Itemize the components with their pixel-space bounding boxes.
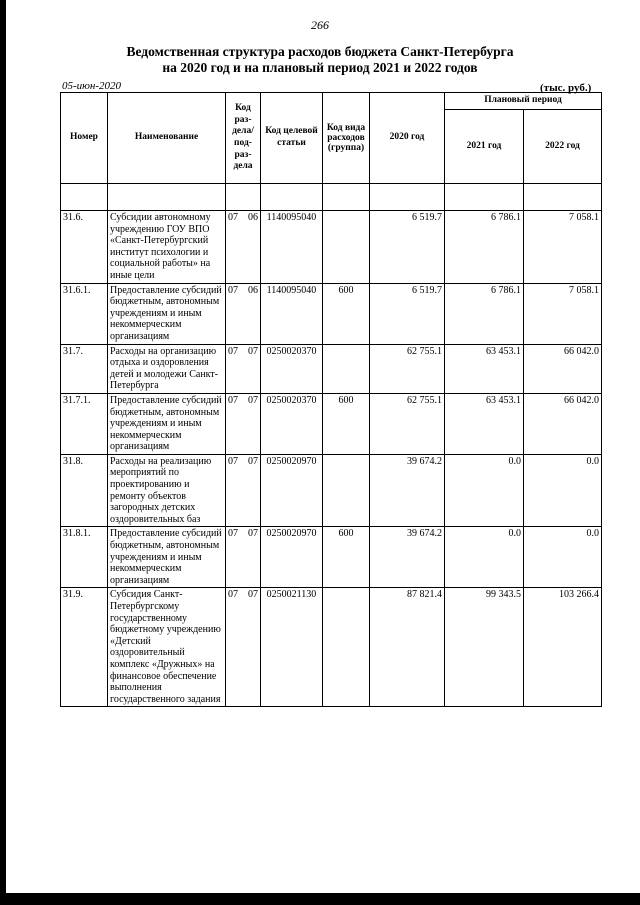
row-target-code: 1140095040 xyxy=(261,211,323,284)
row-amount-2022: 66 042.0 xyxy=(524,393,602,454)
table-row xyxy=(61,454,602,527)
scan-left-edge xyxy=(0,0,6,905)
header-year-2021: 2021 год xyxy=(445,110,524,184)
row-name: Предоставление субсидий бюджетным, автономным учреждениям и иным некоммерческим организациям xyxy=(108,393,226,454)
row-amount-2020: 39 674.2 xyxy=(370,454,445,527)
scan-bottom-band xyxy=(0,893,640,905)
row-amount-2022: 7 058.1 xyxy=(524,283,602,344)
row-amount-2020: 87 821.4 xyxy=(370,588,445,707)
row-number: 31.9. xyxy=(61,588,108,707)
row-section: 07 xyxy=(228,528,238,540)
row-target-code: 0250020970 xyxy=(261,527,323,588)
table-row xyxy=(61,211,602,284)
row-name: Субсидия Санкт-Петербургскому государственному бюджетному учреждению «Детский оздоровительный комплекс «Дружных» на финансовое обеспечение выполнения государственного задания xyxy=(108,588,226,707)
row-amount-2022: 66 042.0 xyxy=(524,344,602,393)
row-subsection: 06 xyxy=(248,212,258,223)
row-expense-type xyxy=(323,588,370,707)
table-row xyxy=(61,283,602,344)
row-target-code: 0250020970 xyxy=(261,454,323,527)
table-row xyxy=(61,393,602,454)
row-section: 07 xyxy=(228,589,238,601)
row-amount-2021: 63 453.1 xyxy=(445,393,524,454)
row-expense-type xyxy=(323,211,370,284)
budget-rows xyxy=(61,211,602,707)
row-target-code: 0250021130 xyxy=(261,588,323,707)
row-number: 31.7. xyxy=(61,344,108,393)
table-row xyxy=(61,344,602,393)
budget-table xyxy=(60,92,602,707)
row-amount-2021: 63 453.1 xyxy=(445,344,524,393)
row-amount-2021: 0.0 xyxy=(445,454,524,527)
row-subsection: 07 xyxy=(248,394,258,406)
page-number: 266 xyxy=(311,18,329,32)
row-amount-2021: 6 786.1 xyxy=(445,211,524,284)
row-amount-2020: 6 519.7 xyxy=(370,283,445,344)
header-section-code: Код раз-дела/ под-раз-дела xyxy=(226,93,261,184)
header-target-code: Код целевой статьи xyxy=(261,93,323,184)
row-name: Предоставление субсидий бюджетным, автономным учреждениям и иным некоммерческим организациям xyxy=(108,527,226,588)
header-name: Наименование xyxy=(108,93,226,184)
header-year-2020: 2020 год xyxy=(370,93,445,184)
row-amount-2020: 62 755.1 xyxy=(370,393,445,454)
row-target-code: 0250020370 xyxy=(261,393,323,454)
row-section-code xyxy=(226,283,261,344)
document-date: 05-июн-2020 xyxy=(62,80,122,92)
row-number: 31.7.1. xyxy=(61,393,108,454)
row-name: Расходы на реализацию мероприятий по проектированию и ремонту объектов загородных детских оздоровительных баз xyxy=(108,454,226,527)
table-row xyxy=(61,527,602,588)
row-section: 07 xyxy=(228,394,238,406)
document-title xyxy=(0,44,640,76)
row-section: 07 xyxy=(228,345,238,357)
header-planned-period: Плановый период xyxy=(445,93,602,110)
row-subsection: 06 xyxy=(248,284,258,296)
row-name: Субсидии автономному учреждению ГОУ ВПО «Санкт-Петербургский институт психологии и социальной работы» на иные цели xyxy=(108,211,226,284)
row-target-code: 1140095040 xyxy=(261,283,323,344)
row-section: 07 xyxy=(228,284,238,296)
row-section: 07 xyxy=(228,455,238,467)
row-expense-type: 600 xyxy=(323,283,370,344)
title-line-1: Ведомственная структура расходов бюджета Санкт-Петербурга xyxy=(126,44,514,59)
row-section-code xyxy=(226,454,261,527)
row-section-code xyxy=(226,393,261,454)
row-number: 31.6.1. xyxy=(61,283,108,344)
row-section-code xyxy=(226,527,261,588)
row-amount-2021: 0.0 xyxy=(445,527,524,588)
row-subsection: 07 xyxy=(248,589,258,601)
header-expense-type: Код вида расходов (группа) xyxy=(323,93,370,184)
row-subsection: 07 xyxy=(248,345,258,357)
row-amount-2022: 7 058.1 xyxy=(524,211,602,284)
row-subsection: 07 xyxy=(248,528,258,540)
row-expense-type xyxy=(323,344,370,393)
row-number: 31.6. xyxy=(61,211,108,284)
row-subsection: 07 xyxy=(248,455,258,467)
row-number: 31.8. xyxy=(61,454,108,527)
row-amount-2022: 0.0 xyxy=(524,454,602,527)
row-amount-2022: 103 266.4 xyxy=(524,588,602,707)
row-name: Предоставление субсидий бюджетным, автономным учреждениям и иным некоммерческим организациям xyxy=(108,283,226,344)
row-section-code xyxy=(226,588,261,707)
row-expense-type xyxy=(323,454,370,527)
row-amount-2021: 6 786.1 xyxy=(445,283,524,344)
row-section-code xyxy=(226,211,261,284)
header-number: Номер xyxy=(61,93,108,184)
row-number: 31.8.1. xyxy=(61,527,108,588)
row-amount-2022: 0.0 xyxy=(524,527,602,588)
row-target-code: 0250020370 xyxy=(261,344,323,393)
row-section: 07 xyxy=(228,212,238,223)
row-expense-type: 600 xyxy=(323,527,370,588)
row-amount-2020: 62 755.1 xyxy=(370,344,445,393)
row-name: Расходы на организацию отдыха и оздоровления детей и молодежи Санкт-Петербурга xyxy=(108,344,226,393)
table-row xyxy=(61,588,602,707)
row-expense-type: 600 xyxy=(323,393,370,454)
title-line-2: на 2020 год и на плановый период 2021 и 2022 годов xyxy=(162,60,478,75)
units-label: (тыс. руб.) xyxy=(540,82,592,94)
row-amount-2020: 39 674.2 xyxy=(370,527,445,588)
header-spacer-row xyxy=(61,184,602,211)
row-amount-2020: 6 519.7 xyxy=(370,211,445,284)
row-section-code xyxy=(226,344,261,393)
header-year-2022: 2022 год xyxy=(524,110,602,184)
row-amount-2021: 99 343.5 xyxy=(445,588,524,707)
